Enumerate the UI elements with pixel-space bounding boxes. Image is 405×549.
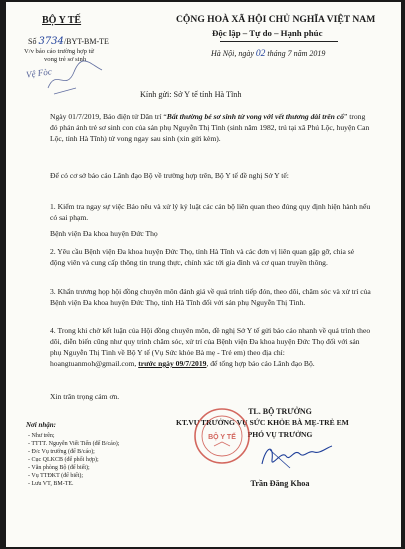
- ministry-name: BỘ Y TẾ: [42, 15, 82, 26]
- document-page: [6, 2, 401, 547]
- paragraph-7: [6, 325, 401, 369]
- document-date: [211, 49, 325, 59]
- recipient-item: - Đ/c Vụ trưởng (để B/cáo);: [28, 449, 95, 455]
- addressee-line: Kính gửi: Sở Y tế tỉnh Hà Tĩnh: [140, 90, 242, 99]
- signature-line-1: TL. BỘ TRƯỞNG: [248, 407, 312, 416]
- doc-number-handwritten: 3734: [38, 36, 64, 47]
- p7-text: 4. Trong khi chờ kết luận của Hội đồng chuyên môn, đề nghị Sở Y tế gửi báo cáo nhanh về quá trình theo dõi, diễn biến cũng như quy trình chăm sóc, xử trí của Bệnh viện Đa khoa huyện Đức Thọ đối với sản phụ Nguyễn Thị Tình về Bộ Y tế (Vụ Sức khỏe Bà mẹ - Trẻ em) theo địa chỉ: hoangtuanmoh@gmail.com,: [50, 326, 371, 368]
- doc-number-suffix: /BYT-BM-TE: [63, 37, 109, 46]
- margin-handwritten-note: Vệ Fòc: [25, 66, 53, 80]
- p1-rest: ” trong đó phản ánh trẻ sơ sinh con của sản phụ Nguyễn Thị Tình (sinh năm 1982, trú tại xã Phú Lộc, huyện Can Lộc, tỉnh Hà Tĩnh) tử vong ngay sau sinh (xin gửi kèm).: [50, 112, 370, 143]
- p1-intro: Ngày 01/7/2019, Báo điện tử Dân trí “: [50, 112, 167, 121]
- signature-line-3: PHÓ VỤ TRƯỞNG: [247, 430, 313, 439]
- paragraph-4: Bệnh viện Đa khoa huyện Đức Thọ: [50, 229, 158, 238]
- recipient-item: - Như trên;: [28, 433, 55, 439]
- country-name: CỘNG HOÀ XÃ HỘI CHỦ NGHĨA VIỆT NAM: [176, 14, 376, 25]
- document-number: [28, 36, 109, 47]
- closing-line: Xin trân trọng cảm ơn.: [50, 392, 120, 401]
- recipient-item: - Lưu VT, BM-TE.: [28, 481, 74, 487]
- handwritten-signature: [256, 438, 336, 474]
- national-motto: Độc lập – Tự do – Hạnh phúc: [212, 28, 323, 38]
- recipient-item: - Vụ TTĐKT (để biết);: [28, 473, 83, 479]
- paragraph-3: 1. Kiểm tra ngay sự việc Báo nêu và xử lý kỷ luật các cán bộ liên quan theo đúng quy định hiện hành nếu có sai phạm.: [50, 202, 371, 222]
- handwritten-scribble: [46, 58, 106, 98]
- recipient-item: - Văn phòng Bộ (để biết);: [28, 465, 90, 471]
- signer-name: Trần Đăng Khoa: [250, 479, 310, 488]
- paragraph-2: Để có cơ sở báo cáo Lãnh đạo Bộ về trường hợp trên, Bộ Y tế đề nghị Sở Y tế:: [50, 171, 289, 180]
- recipients-label: Nơi nhận:: [26, 421, 57, 429]
- p7-end: , để tổng hợp báo cáo Lãnh đạo Bộ.: [206, 359, 315, 368]
- subject-line-2: vong trẻ sơ sinh: [44, 56, 87, 63]
- p7-deadline: trước ngày 09/7/2019: [138, 359, 207, 368]
- signature-line-2: KT.VỤ TRƯỞNG VỤ SỨC KHỎE BÀ MẸ-TRẺ EM: [176, 418, 349, 427]
- official-seal: [192, 406, 252, 466]
- motto-underline: [220, 41, 338, 42]
- date-day-handwritten: 02: [255, 49, 266, 59]
- article-title: Bất thường bé sơ sinh tử vong với vết thương dài trên cổ: [166, 112, 344, 121]
- recipient-item: - TTTT. Nguyễn Viết Tiến (để B/cáo);: [28, 441, 120, 447]
- recipient-item: - Cục QLKCB (để phối hợp);: [28, 457, 99, 463]
- date-suffix: tháng 7 năm 2019: [267, 49, 326, 58]
- paragraph-6: 3. Khẩn trương họp hội đồng chuyên môn đánh giá về quá trình tiếp đón, theo dõi, chăm sóc và xử trí của Bệnh viện Đa khoa huyện Đức Thọ, tỉnh Hà Tĩnh đối với sản phụ Nguyễn Thị Tình.: [50, 287, 371, 307]
- date-prefix: Hà Nội, ngày: [211, 49, 254, 58]
- paragraph-1: [6, 111, 401, 144]
- paragraph-5: 2. Yêu cầu Bệnh viện Đa khoa huyện Đức Thọ, tỉnh Hà Tĩnh và các đơn vị liên quan gặp gỡ, chia sẻ động viên và cung cấp thông tin trung thực, chính xác tới gia đình và cơ quan truyền thông.: [50, 247, 355, 267]
- subject-line-1: V/v báo cáo trường hợp tử: [24, 48, 94, 55]
- seal-text: BỘ Y TẾ: [208, 434, 236, 441]
- doc-number-prefix: Số: [28, 37, 37, 46]
